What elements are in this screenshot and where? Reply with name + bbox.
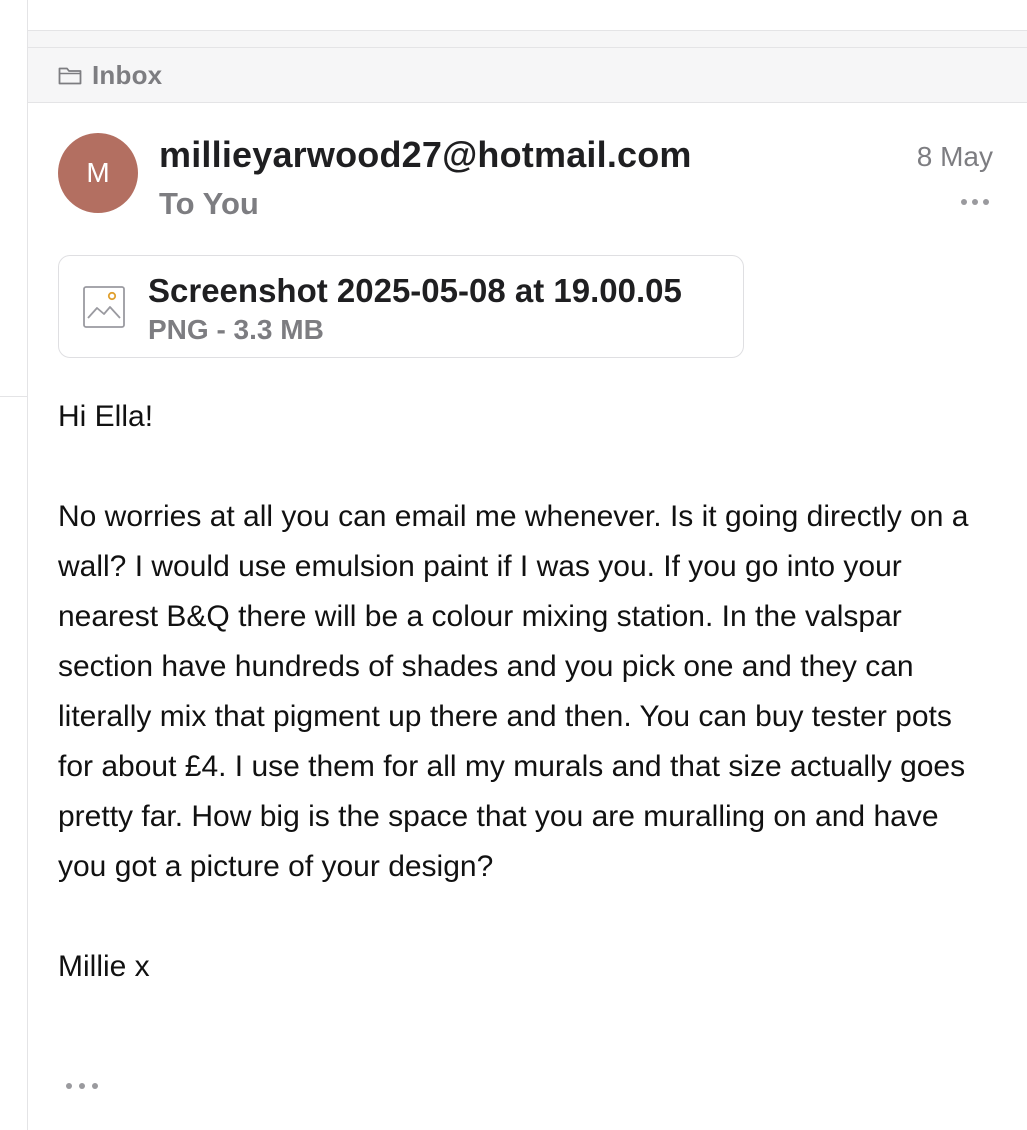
ellipsis-icon <box>983 199 989 205</box>
left-sidebar-edge <box>0 0 28 1130</box>
message-body <box>58 392 993 992</box>
body-spacer <box>58 442 993 492</box>
ellipsis-icon <box>79 1083 85 1089</box>
body-spacer <box>58 892 993 942</box>
message-date: 8 May <box>916 141 993 172</box>
folder-icon <box>58 65 82 85</box>
avatar[interactable]: M <box>58 133 138 213</box>
top-toolbar <box>28 0 1027 31</box>
folder-header[interactable] <box>28 48 1027 103</box>
message-more-button[interactable] <box>961 192 989 212</box>
body-signoff: Millie x <box>58 950 150 983</box>
body-paragraph: No worries at all you can email me whenever. Is it going directly on a wall? I would use emulsion paint if I was you. If you go into your nearest B&Q there will be a colour mixing station. In the valspar section have hundreds of shades and you pick one and they can literally mix that pigment up there and then. You can buy tester pots for about £4. I use them for all my murals and that size actually goes pretty far. How big is the space that you are muralling on and have you got a picture of your design? <box>58 500 969 883</box>
folder-label: Inbox <box>92 59 163 90</box>
recipient-line[interactable]: To You <box>159 186 259 221</box>
ellipsis-icon <box>961 199 967 205</box>
attachment-name: Screenshot 2025-05-08 at 19.00.05 <box>148 272 682 309</box>
attachment-card[interactable] <box>58 255 744 358</box>
show-trimmed-content-button[interactable] <box>66 1076 98 1096</box>
image-file-icon <box>82 285 126 329</box>
header-separator <box>28 31 1027 48</box>
ellipsis-icon <box>66 1083 72 1089</box>
ellipsis-icon <box>972 199 978 205</box>
ellipsis-icon <box>92 1083 98 1089</box>
body-greeting: Hi Ella! <box>58 400 154 433</box>
attachment-meta: PNG - 3.3 MB <box>148 314 324 345</box>
sender-address[interactable]: millieyarwood27@hotmail.com <box>159 134 692 175</box>
sidebar-divider <box>0 396 27 397</box>
